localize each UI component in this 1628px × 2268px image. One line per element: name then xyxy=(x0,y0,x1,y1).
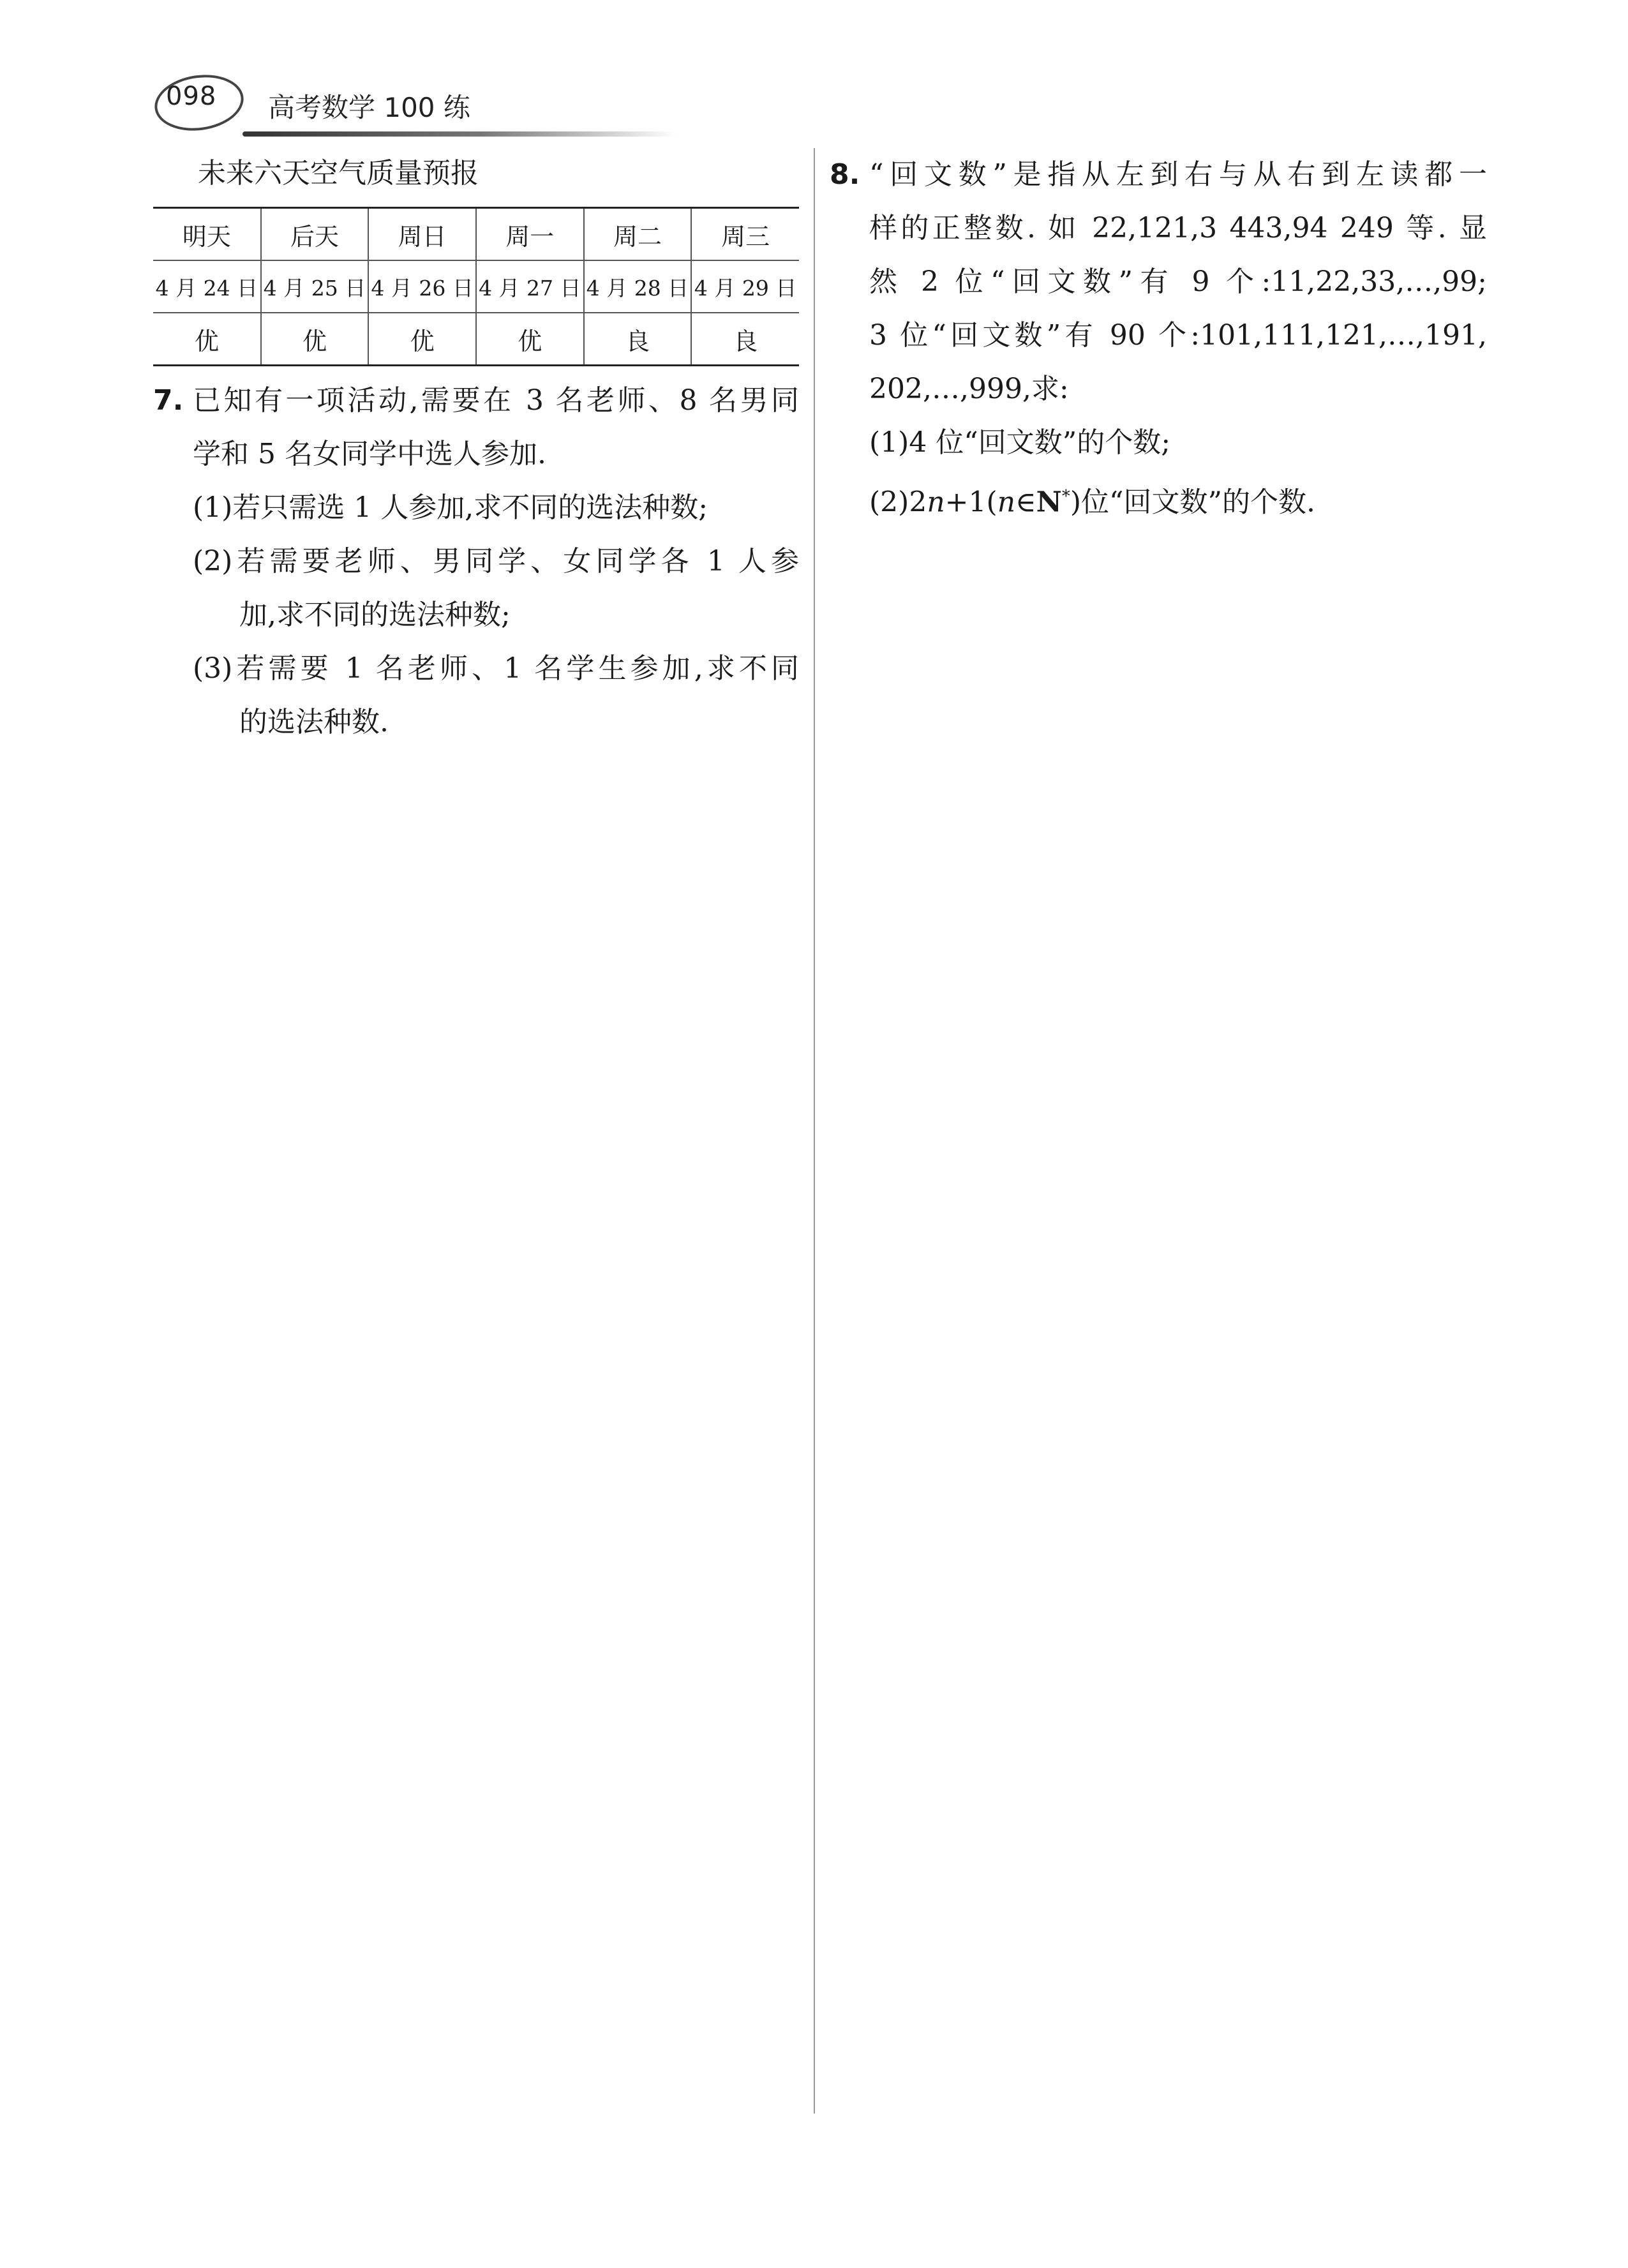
question-text: 3 位“回文数”有 90 个:101,111,121,…,191, xyxy=(869,319,1487,352)
formula-variable: n xyxy=(927,486,945,519)
question-8 xyxy=(830,148,1487,530)
sub-question-1: (1)4 位“回文数”的个数; xyxy=(869,426,1171,459)
question-text: 202,…,999,求: xyxy=(869,373,1069,405)
book-title: 高考数学 100 练 xyxy=(268,92,470,123)
table-cell: 4 月 25 日 xyxy=(261,260,369,313)
right-column xyxy=(830,148,1487,530)
table-cell: 周一 xyxy=(476,208,584,261)
sub-question-3-cont: 的选法种数. xyxy=(239,706,389,738)
table-cell: 良 xyxy=(691,313,799,366)
formula-superscript: * xyxy=(1061,487,1070,506)
table-cell: 优 xyxy=(153,313,261,366)
question-text: 样的正整数. 如 22,121,3 443,94 249 等. 显 xyxy=(869,212,1487,244)
page-number: 098 xyxy=(166,82,217,111)
table-cell: 周二 xyxy=(584,208,692,261)
table-cell: 周三 xyxy=(691,208,799,261)
table-cell: 优 xyxy=(261,313,369,366)
formula-variable: n xyxy=(997,486,1016,519)
table-cell: 4 月 26 日 xyxy=(368,260,476,313)
question-text: 然 2 位“回文数”有 9 个:11,22,33,…,99; xyxy=(869,265,1487,298)
sub-question-1: (1)若只需选 1 人参加,求不同的选法种数; xyxy=(193,491,708,524)
formula-set: N xyxy=(1036,486,1062,519)
table-row-quality xyxy=(153,313,799,366)
table-cell: 后天 xyxy=(261,208,369,261)
question-text: 学和 5 名女同学中选人参加. xyxy=(193,438,546,470)
formula-text: +1( xyxy=(945,486,997,519)
left-column xyxy=(153,148,799,749)
sub-question-2: (2)若需要老师、男同学、女同学各 1 人参 xyxy=(193,545,799,578)
header-rule xyxy=(243,131,676,137)
table-cell: 4 月 29 日 xyxy=(691,260,799,313)
question-text: 已知有一项活动,需要在 3 名老师、8 名男同 xyxy=(193,384,799,417)
question-text: “回文数”是指从左到右与从右到左读都一 xyxy=(869,158,1487,191)
question-number: 8. xyxy=(830,158,860,191)
table-cell: 优 xyxy=(368,313,476,366)
table-row-dates xyxy=(153,260,799,313)
page-header xyxy=(147,69,670,145)
table-cell: 4 月 27 日 xyxy=(476,260,584,313)
air-quality-table xyxy=(153,207,799,366)
column-divider xyxy=(814,148,815,2114)
table-row-days xyxy=(153,208,799,261)
sub-question-2 xyxy=(830,470,1487,530)
formula-text: )位“回文数”的个数. xyxy=(1070,486,1315,519)
table-cell: 4 月 28 日 xyxy=(584,260,692,313)
table-title: 未来六天空气质量预报 xyxy=(198,157,479,190)
table-cell: 4 月 24 日 xyxy=(153,260,261,313)
question-7 xyxy=(153,374,799,749)
sub-question-2-cont: 加,求不同的选法种数; xyxy=(239,599,511,631)
table-cell: 优 xyxy=(476,313,584,366)
table-cell: 良 xyxy=(584,313,692,366)
question-number: 7. xyxy=(153,384,184,417)
table-cell: 明天 xyxy=(153,208,261,261)
formula-symbol: ∈ xyxy=(1015,486,1036,519)
table-cell: 周日 xyxy=(368,208,476,261)
sub-question-3: (3)若需要 1 名老师、1 名学生参加,求不同 xyxy=(193,652,799,685)
formula-text: (2)2 xyxy=(869,486,927,519)
